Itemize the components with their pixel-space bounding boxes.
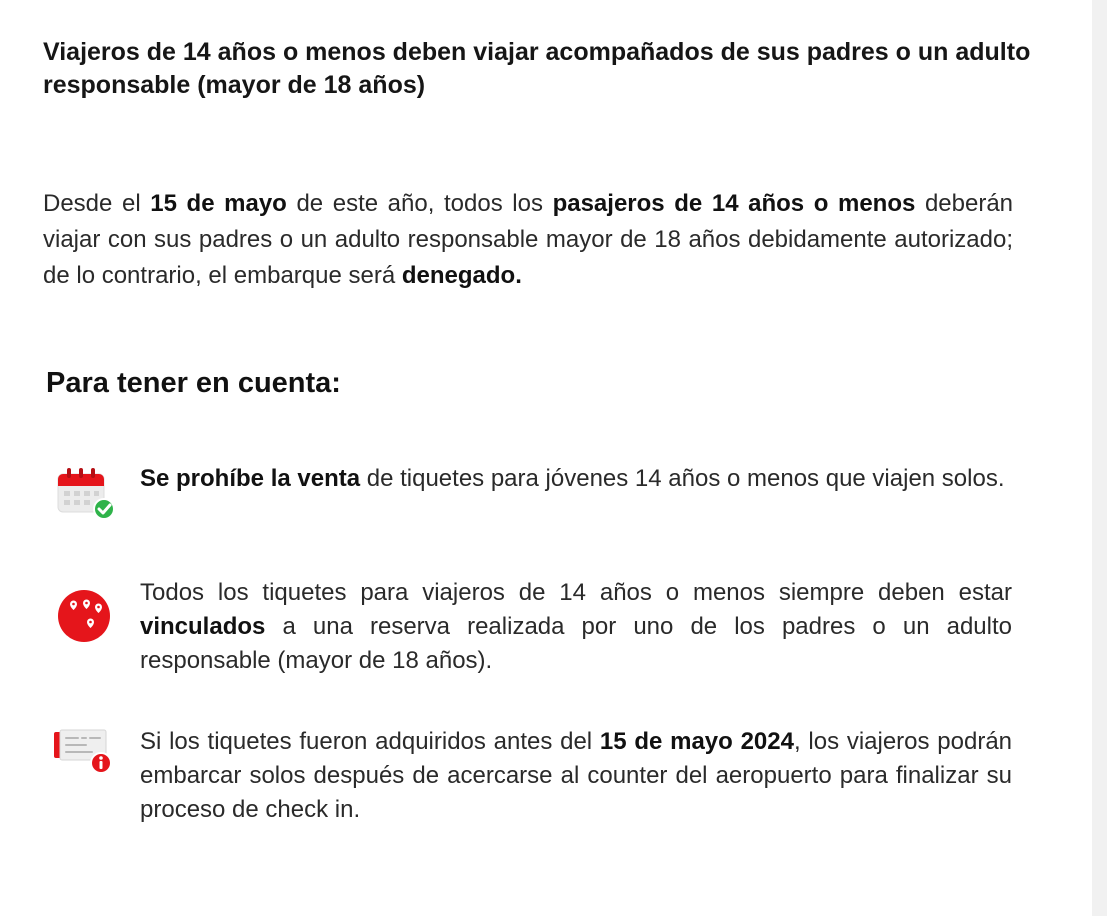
- rule-2-bold: vinculados: [140, 613, 266, 640]
- calendar-check-icon: [55, 466, 117, 522]
- intro-denied: denegado.: [401, 262, 522, 289]
- scrollbar-track[interactable]: [1092, 0, 1107, 916]
- rule-3-text-1: Si los tiquetes fueron adquiridos antes del: [140, 728, 600, 755]
- section-subtitle: Para tener en cuenta:: [46, 367, 341, 399]
- map-pins-icon: [56, 588, 112, 644]
- ticket-info-icon: [52, 726, 116, 776]
- intro-paragraph: [43, 186, 1013, 294]
- rule-1-bold: Se prohíbe la venta: [140, 465, 361, 492]
- rule-3-bold: 15 de mayo 2024: [599, 728, 794, 755]
- rule-2-text-2: a una reserva realizada por uno de los padres o un adulto responsable (mayor de 18 años).: [140, 613, 1012, 674]
- rule-2-text-1: Todos los tiquetes para viajeros de 14 años o menos siempre deben estar: [140, 579, 1012, 606]
- rule-3-text-2: , los viajeros podrán embarcar solos después de acercarse al counter del aeropuerto para finalizar su proceso de check in.: [140, 728, 1013, 823]
- rule-1-text: de tiquetes para jóvenes 14 años o menos que viajen solos.: [360, 465, 1005, 492]
- rule-item-2: [140, 576, 1012, 678]
- rule-item-1: [140, 462, 1012, 496]
- intro-text-2: de este año, todos los: [286, 190, 553, 217]
- intro-passengers: pasajeros de 14 años o menos: [552, 190, 916, 217]
- intro-text-3: deberán viajar con sus padres o un adulto responsable mayor de 18 años debidamente autorizado; de lo contrario, el embarque será: [43, 190, 1014, 289]
- rule-item-3: [140, 725, 1012, 827]
- intro-date: 15 de mayo: [150, 190, 287, 217]
- page-title: Viajeros de 14 años o menos deben viajar acompañados de sus padres o un adulto responsable (mayor de 18 años): [43, 38, 1031, 99]
- intro-text-1: Desde el: [43, 190, 151, 217]
